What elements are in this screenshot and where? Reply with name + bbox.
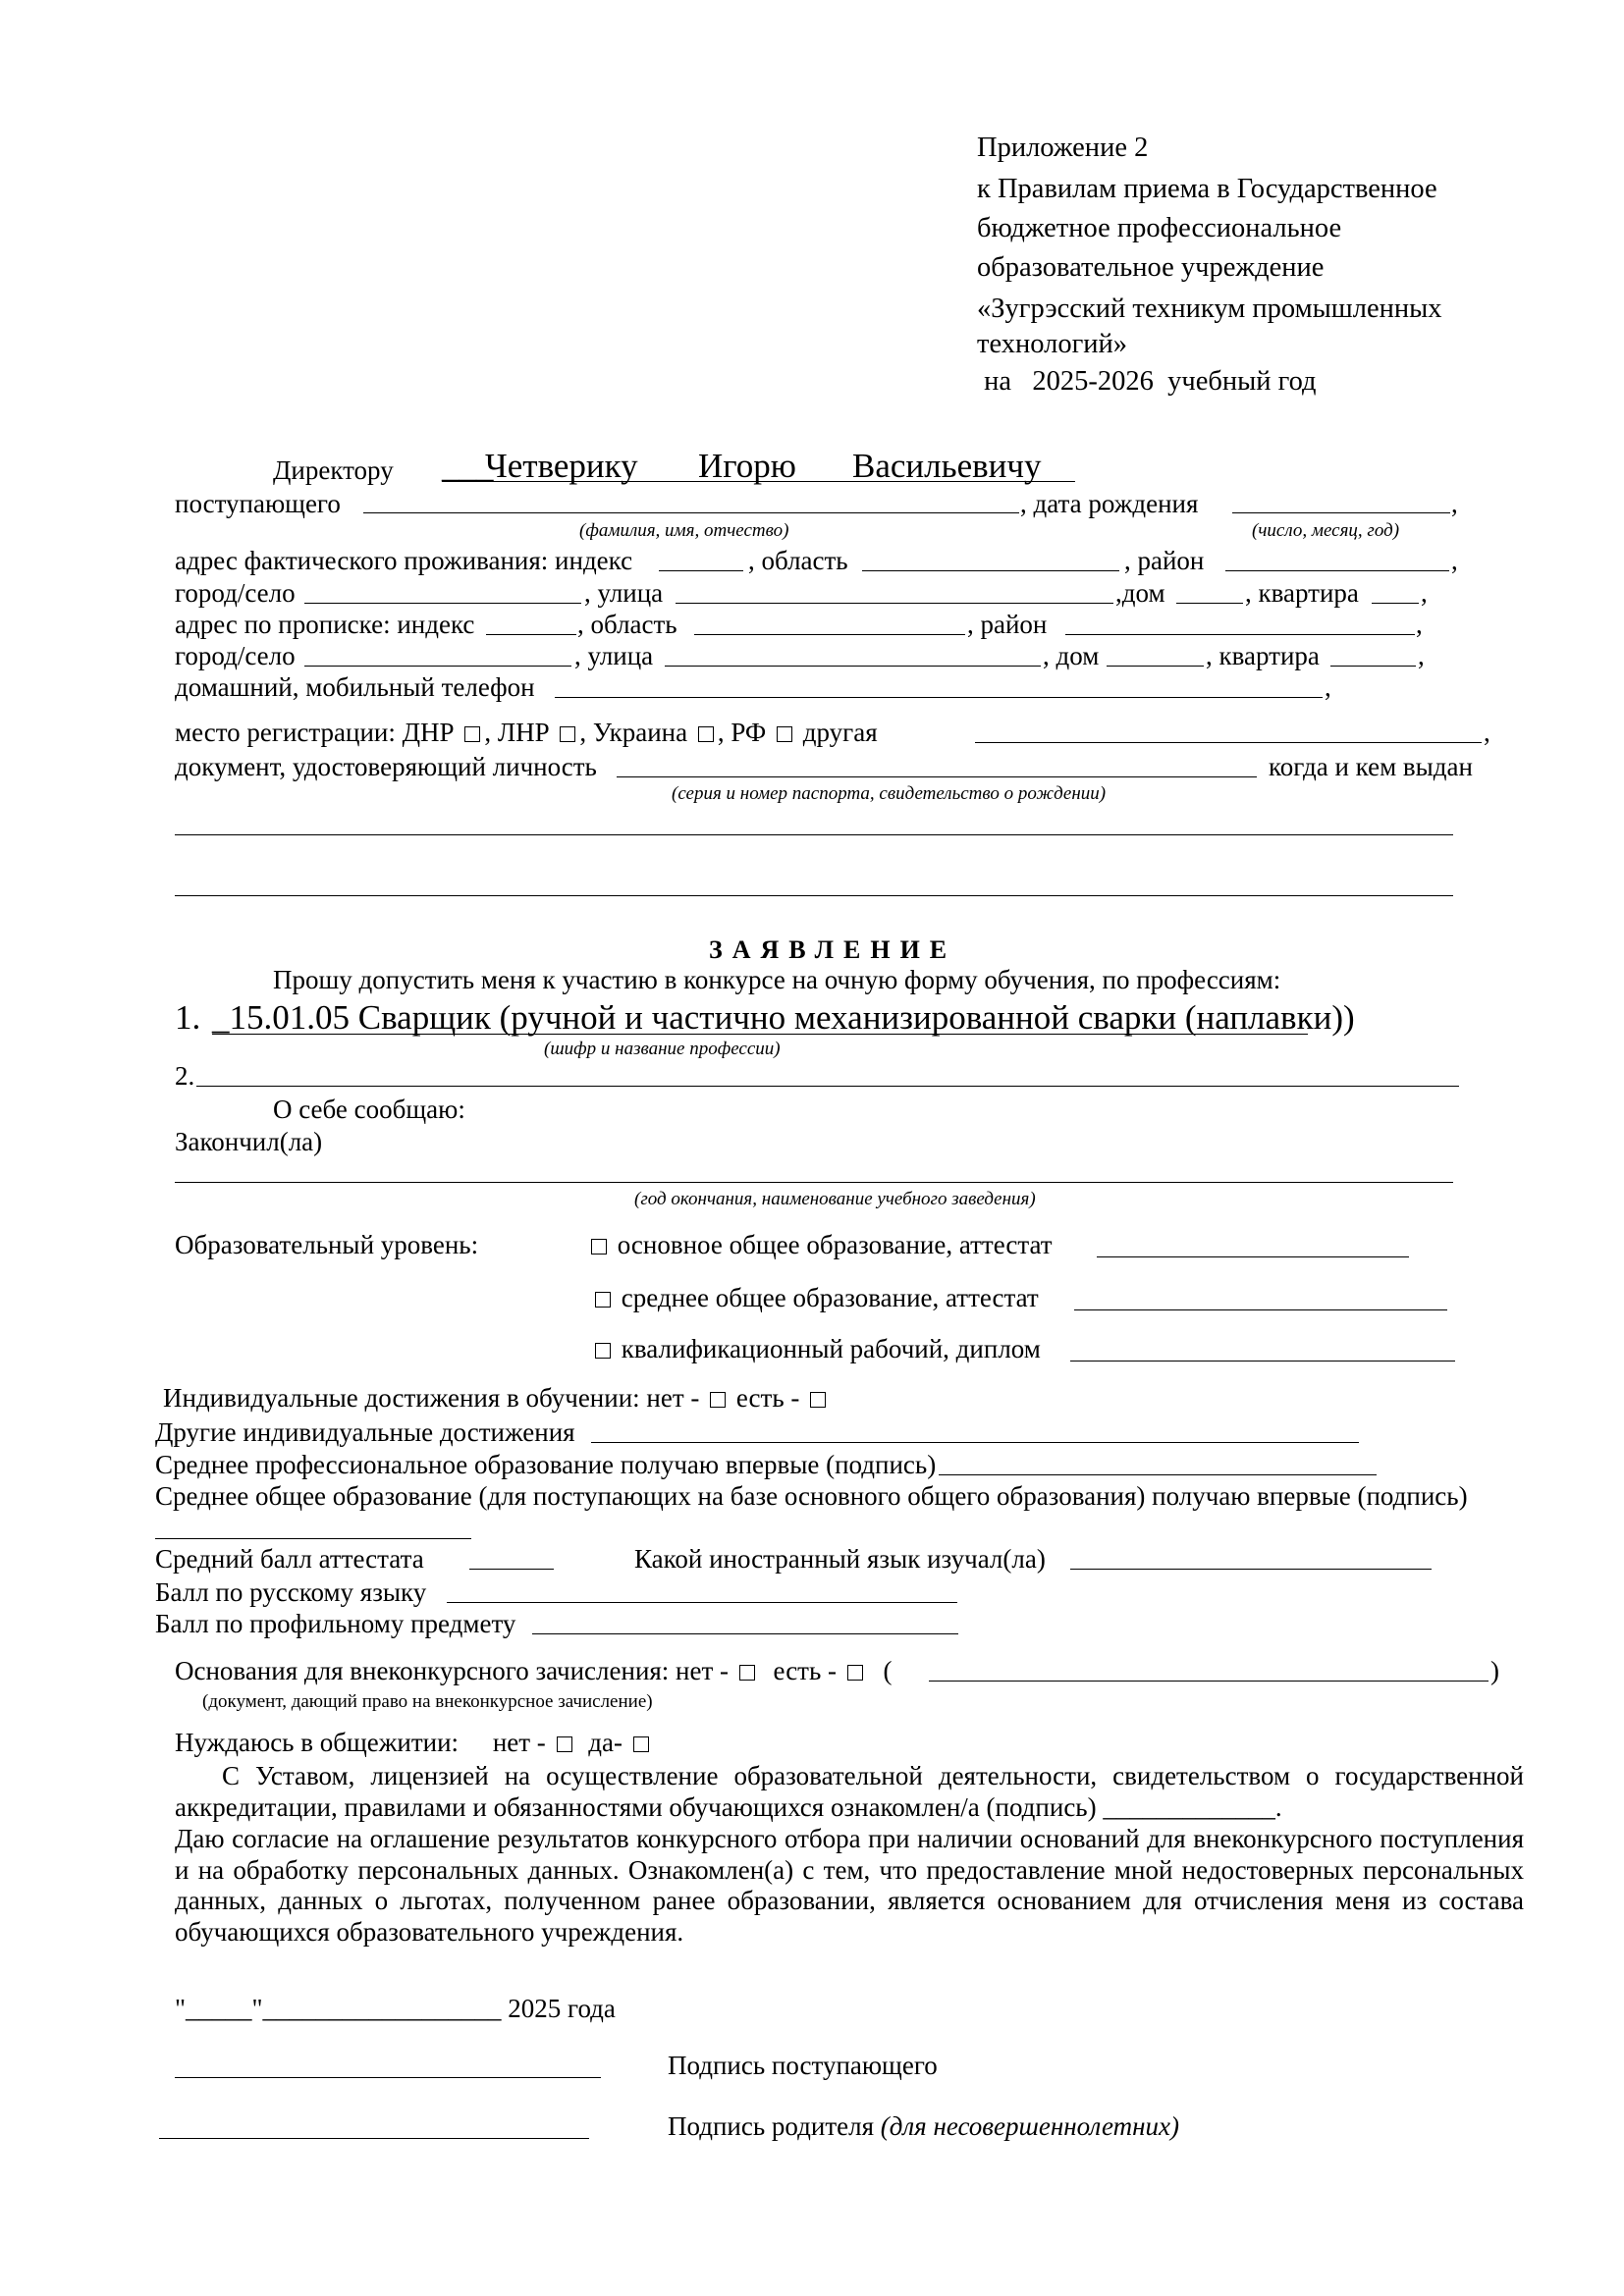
level-3-row bbox=[591, 1333, 1041, 1364]
reg-street-field[interactable] bbox=[665, 666, 1041, 667]
apt2-label: , квартира bbox=[1206, 641, 1320, 670]
identity-caption: (серия и номер паспорта, свидетельство о рождении) bbox=[672, 783, 1107, 804]
extra-caption: (документ, дающий право на внеконкурсное зачисление) bbox=[202, 1691, 653, 1712]
actual-index-field[interactable] bbox=[659, 570, 743, 571]
checkbox-lnr[interactable] bbox=[560, 726, 575, 742]
birth-date-field[interactable] bbox=[1232, 512, 1450, 513]
birth-caption: (число, месяц, год) bbox=[1252, 520, 1400, 541]
checkbox-ukraine[interactable] bbox=[698, 726, 714, 742]
reg-rf-label: , РФ bbox=[717, 718, 767, 747]
header-line: Приложение 2 bbox=[977, 133, 1149, 163]
header-line: к Правилам приема в Государственное bbox=[977, 174, 1437, 204]
header-line: технологий» bbox=[977, 329, 1128, 359]
reg-dnr-label: ДНР bbox=[402, 718, 455, 747]
district2-label: , район bbox=[967, 610, 1048, 639]
reg-address-label: адрес по прописке: индекс bbox=[175, 610, 475, 639]
reg-index-field[interactable] bbox=[486, 634, 576, 635]
reg-ukraine-label: , Украина bbox=[579, 718, 688, 747]
graduated-label: Закончил(ла) bbox=[175, 1127, 323, 1156]
profession-2-field[interactable] bbox=[196, 1086, 1459, 1087]
registration-row: место регистрации: ДНР , ЛНР , Украина , РФ другая bbox=[175, 718, 878, 747]
checkbox-level-secondary[interactable] bbox=[595, 1292, 611, 1308]
other-achievements-field[interactable] bbox=[591, 1442, 1359, 1443]
profession-caption: (шифр и название профессии) bbox=[544, 1039, 781, 1059]
extra-close-paren: ) bbox=[1490, 1656, 1499, 1685]
russian-score-label: Балл по русскому языку bbox=[155, 1577, 427, 1607]
consent-charter: С Уставом, лицензией на осуществление образовательной деятельности, свидетельством о государственной аккредитации, правилами и обязанностями обучающихся ознакомлен/а (подпись) _____________. bbox=[175, 1761, 1524, 1822]
dorm-label: Нуждаюсь в общежитии: bbox=[175, 1728, 460, 1757]
reg-other-field[interactable] bbox=[975, 742, 1482, 743]
header-line: «Зугрэсский техникум промышленных bbox=[977, 294, 1442, 324]
checkbox-extra-yes[interactable] bbox=[847, 1665, 863, 1681]
graduated-field[interactable] bbox=[175, 1182, 1453, 1183]
checkbox-level-basic[interactable] bbox=[591, 1239, 607, 1255]
date-field[interactable]: "_____"__________________ 2025 года bbox=[175, 1994, 616, 2023]
other-achievements-label: Другие индивидуальные достижения bbox=[155, 1417, 575, 1447]
level-1-row bbox=[587, 1229, 1053, 1260]
dorm-row bbox=[175, 1727, 653, 1758]
region-label: , область bbox=[748, 546, 848, 575]
district-label: , район bbox=[1124, 546, 1205, 575]
level-2-field[interactable] bbox=[1074, 1309, 1447, 1310]
city-label: город/село bbox=[175, 578, 296, 608]
level-1-label: основное общее образование, аттестат bbox=[617, 1230, 1053, 1259]
header-line: образовательное учреждение bbox=[977, 252, 1325, 283]
achievements-label: Индивидуальные достижения в обучении: нет - bbox=[163, 1383, 700, 1413]
statement-request: Прошу допустить меня к участию в конкурсе на очную форму обучения, по профессиям: bbox=[273, 965, 1281, 994]
actual-street-field[interactable] bbox=[676, 603, 1113, 604]
dorm-yes-label: да- bbox=[588, 1728, 623, 1757]
soo-first-signature[interactable] bbox=[155, 1538, 471, 1539]
phone-field[interactable] bbox=[555, 697, 1323, 698]
actual-address-label: адрес фактического проживания: индекс bbox=[175, 546, 633, 575]
profile-score-field[interactable] bbox=[532, 1633, 958, 1634]
issued-field-line2[interactable] bbox=[175, 895, 1453, 896]
extra-label: Основания для внеконкурсного зачисления: нет - bbox=[175, 1656, 730, 1685]
phone-label: домашний, мобильный телефон bbox=[175, 672, 535, 702]
fio-caption: (фамилия, имя, отчество) bbox=[579, 520, 789, 541]
level-1-field[interactable] bbox=[1097, 1256, 1409, 1257]
checkbox-achievements-yes[interactable] bbox=[810, 1392, 826, 1408]
actual-district-field[interactable] bbox=[1225, 570, 1449, 571]
achievements-yes-label: есть - bbox=[735, 1383, 800, 1413]
applicant-signature-label: Подпись поступающего bbox=[668, 2051, 938, 2080]
level-2-label: среднее общее образование, аттестат bbox=[621, 1283, 1039, 1312]
director-surname[interactable]: Четверику bbox=[485, 447, 638, 485]
statement-title: ЗАЯВЛЕНИЕ bbox=[709, 935, 957, 964]
reg-region-field[interactable] bbox=[694, 634, 965, 635]
parent-signature-note: (для несовершеннолетних) bbox=[880, 2111, 1179, 2141]
checkbox-rf[interactable] bbox=[777, 726, 792, 742]
header-line: на 2025-2026 учебный год bbox=[977, 366, 1317, 397]
identity-label: документ, удостоверяющий личность bbox=[175, 752, 597, 781]
region2-label: , область bbox=[577, 610, 677, 639]
street-label: , улица bbox=[584, 578, 664, 608]
director-name[interactable]: Игорю bbox=[698, 447, 796, 485]
director-patronymic[interactable]: Васильевичу bbox=[852, 447, 1042, 485]
level-3-label: квалификационный рабочий, диплом bbox=[621, 1334, 1041, 1363]
birth-label: , дата рождения bbox=[1020, 489, 1199, 518]
profession-1-underline bbox=[212, 1034, 1308, 1035]
registration-label: место регистрации: bbox=[175, 718, 396, 747]
director-label: Директору bbox=[273, 455, 394, 485]
street2-label: , улица bbox=[574, 641, 654, 670]
actual-house-field[interactable] bbox=[1176, 603, 1243, 604]
avg-score-label: Средний балл аттестата bbox=[155, 1544, 424, 1574]
application-form-page: Приложение 2 к Правилам приема в Государственное бюджетное профессиональное образовательное учреждение «Зугрэсский техникум промышленных технологий» на 2025-2026 учебный год Директору ___ Четверику Игорю Васильевичу поступающего , дата рождения , (фамилия, имя, отчество) (число, месяц, год) адрес фактического проживания: индекс , область , район , город/село , улица ,дом , квартира , адрес по прописке: индекс , область , район , город/село , улица , дом , квартира , домашний, мобильный телефон , место регистрации: ДНР , ЛНР , Украина , РФ другая , документ, удостоверяющий личность когда и кем выдан (серия и номер паспорта, свидетельство о рождении) ЗАЯВЛЕНИЕ Прошу допустить меня к участию в конкурсе на очную форму обучения, по профессиям: 1. _15.01.05 Сварщик (ручной и частично механизированной сварки (наплавки)) (шифр и название профессии) 2. О себе сообщаю: Закончил(ла) (год окончания, наименование учебного заведения) Образовательный уровень: основное общее образование, аттестат среднее общее образование, аттестат квалификационный рабочий, диплом Индивидуальные достижения в обучении: нет - есть - Другие индивидуальные достижения Среднее профессиональное образование получаю впервые (подпись) Среднее общее образование (для поступающих на базе основного общего образования) получаю впервые (подпись) Средний балл аттестата Какой иностранный язык изучал(ла) Балл по русскому языку Балл по профильному предмету Основания для внеконкурсного зачисления: нет - есть - ( ) (документ, дающий право на внеконкурсное зачисление) Нуждаюсь в общежитии: нет - да- С Уставом, лицензией на осуществление образовательной деятельности, свидетельством о государственной аккредитации, правилами и обязанностями обучающихся ознакомлен/а (подпись) _____________. Даю согласие на оглашение результатов конкурсного отбора при наличии оснований для внеконкурсного поступления и на обработку персональных данных. Ознакомлен(а) с тем, что предоставление мной недостоверных персональных данных, данных о льготах, полученном ранее образовании, является основанием для отчисления меня из состава обучающихся образовательного учреждения. "_____"__________________ 2025 года Подпись поступающего Подпись родителя (для несовершеннолетних) bbox=[155, 133, 1524, 2141]
profile-score-label: Балл по профильному предмету bbox=[155, 1609, 516, 1638]
parent-signature-field[interactable] bbox=[159, 2138, 589, 2139]
level-3-field[interactable] bbox=[1070, 1361, 1455, 1362]
issued-label: когда и кем выдан bbox=[1269, 752, 1473, 781]
header-line: бюджетное профессиональное bbox=[977, 213, 1342, 243]
russian-score-field[interactable] bbox=[447, 1602, 957, 1603]
checkbox-achievements-no[interactable] bbox=[710, 1392, 726, 1408]
reg-house-field[interactable] bbox=[1107, 666, 1204, 667]
reg-lnr-label: ЛНР bbox=[497, 718, 550, 747]
city2-label: город/село bbox=[175, 641, 296, 670]
parent-signature-label: Подпись родителя bbox=[668, 2111, 874, 2141]
apt-label: , квартира bbox=[1245, 578, 1359, 608]
profession-1[interactable]: _15.01.05 Сварщик (ручной и частично механизированной сварки (наплавки)) bbox=[212, 998, 1355, 1037]
house2-label: , дом bbox=[1043, 641, 1100, 670]
checkbox-dorm-yes[interactable] bbox=[633, 1736, 649, 1752]
reg-apt-field[interactable] bbox=[1330, 666, 1416, 667]
achievements-row bbox=[163, 1382, 830, 1414]
extra-yes-label: есть - bbox=[773, 1656, 838, 1685]
profession-1-number: 1. bbox=[175, 998, 201, 1037]
house-label: ,дом bbox=[1115, 578, 1165, 608]
spo-first-label: Среднее профессиональное образование получаю впервые (подпись) bbox=[155, 1450, 937, 1479]
issued-field-line1[interactable] bbox=[175, 834, 1453, 835]
checkbox-extra-no[interactable] bbox=[739, 1665, 755, 1681]
parent-signature-row bbox=[668, 2110, 1179, 2142]
actual-apt-field[interactable] bbox=[1372, 603, 1419, 604]
actual-city-field[interactable] bbox=[304, 603, 581, 604]
reg-other-label: другая bbox=[802, 718, 878, 747]
extra-row bbox=[175, 1655, 893, 1686]
identity-field[interactable] bbox=[617, 776, 1257, 777]
language-label: Какой иностранный язык изучал(ла) bbox=[634, 1544, 1046, 1574]
level-label: Образовательный уровень: bbox=[175, 1230, 479, 1259]
about-label: О себе сообщаю: bbox=[273, 1095, 465, 1124]
director-lead: ___ bbox=[442, 447, 494, 485]
extra-document-field[interactable] bbox=[929, 1681, 1489, 1682]
dorm-no-label: нет - bbox=[492, 1728, 546, 1757]
soo-first-label: Среднее общее образование (для поступающих на базе основного общего образования) получаю впервые (подпись) bbox=[155, 1481, 1468, 1511]
checkbox-dnr[interactable] bbox=[464, 726, 480, 742]
profession-2-number: 2. bbox=[175, 1061, 195, 1091]
consent-personal-data: Даю согласие на оглашение результатов конкурсного отбора при наличии оснований для внеконкурсного поступления и на обработку персональных данных. Ознакомлен(а) с тем, что предоставление мной недостоверных персональных данных, данных о льготах, полученном ранее образовании, является основанием для отчисления меня из состава обучающихся образовательного учреждения. bbox=[175, 1824, 1524, 1947]
language-field[interactable] bbox=[1070, 1569, 1432, 1570]
applicant-signature-field[interactable] bbox=[175, 2077, 601, 2078]
spo-first-signature[interactable] bbox=[939, 1474, 1377, 1475]
reg-city-field[interactable] bbox=[304, 666, 571, 667]
actual-region-field[interactable] bbox=[862, 570, 1119, 571]
extra-open-paren: ( bbox=[883, 1656, 893, 1685]
reg-district-field[interactable] bbox=[1065, 634, 1415, 635]
avg-score-field[interactable] bbox=[469, 1569, 554, 1570]
level-2-row bbox=[591, 1282, 1039, 1313]
fio-field[interactable] bbox=[363, 512, 1019, 513]
applicant-label: поступающего bbox=[175, 489, 341, 518]
checkbox-dorm-no[interactable] bbox=[557, 1736, 572, 1752]
checkbox-level-vocational[interactable] bbox=[595, 1343, 611, 1359]
graduated-caption: (год окончания, наименование учебного заведения) bbox=[634, 1189, 1036, 1209]
